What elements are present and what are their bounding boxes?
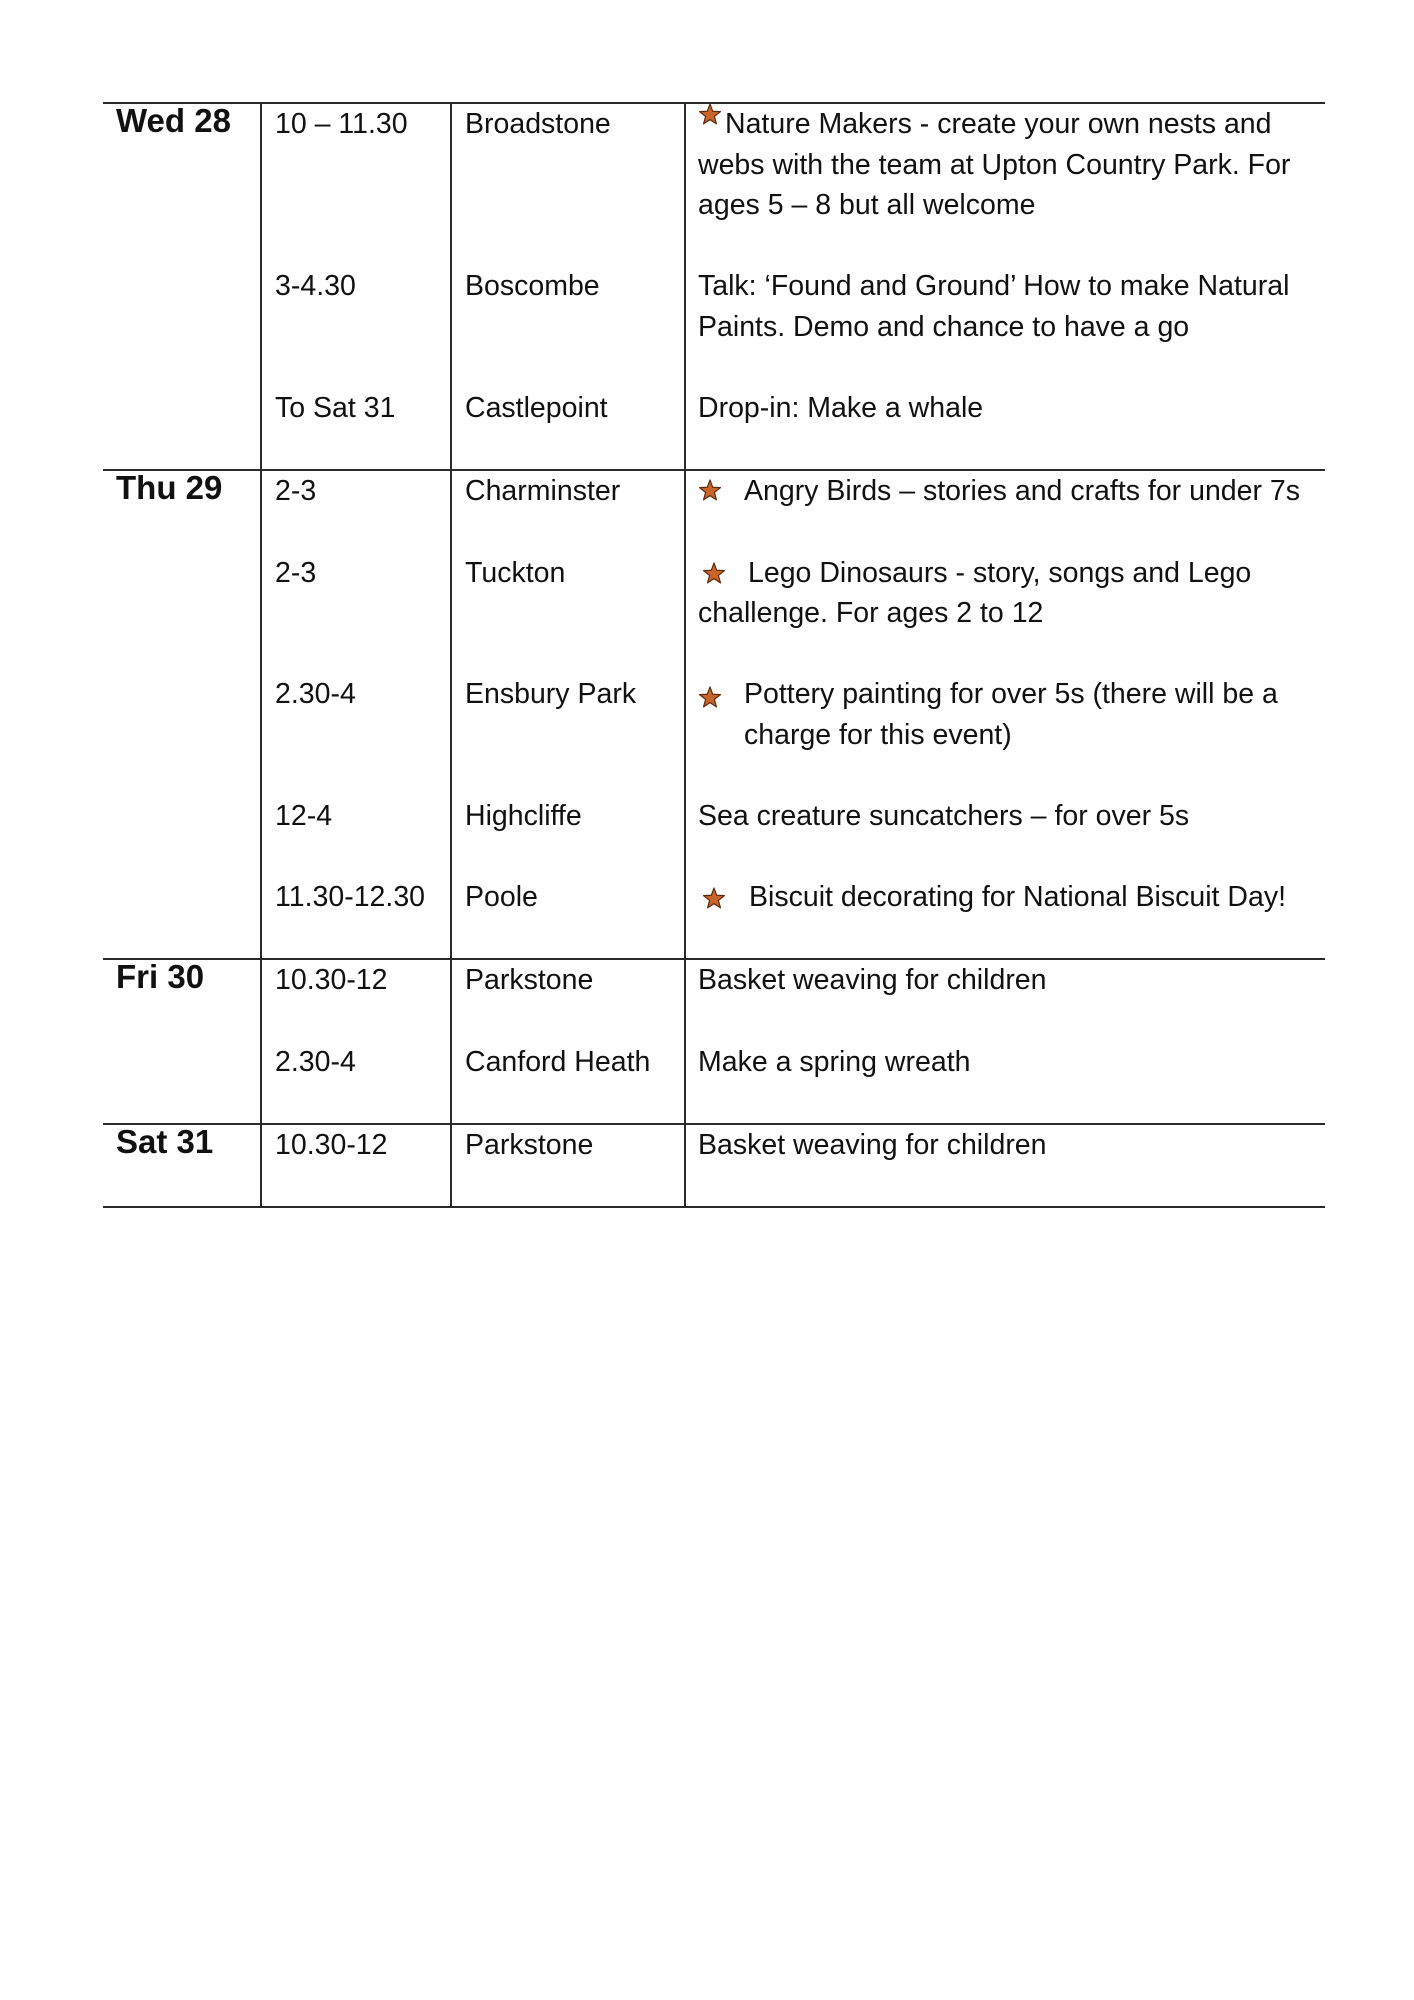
event-description-line: ages 5 – 8 but all welcome [698, 189, 1036, 222]
event-venue: Broadstone [465, 108, 611, 140]
event-time: 2-3 [275, 475, 317, 508]
star-icon [698, 479, 722, 503]
event-time: 2.30-4 [275, 678, 356, 711]
event-time: 2-3 [275, 556, 317, 589]
event-time: 10 – 11.30 [275, 108, 408, 140]
event-row [261, 796, 1325, 877]
event-time: To Sat 31 [275, 392, 396, 425]
day-row [103, 958, 1325, 1122]
event-row [261, 1125, 1325, 1206]
event-venue: Tuckton [465, 556, 566, 589]
star-shape [702, 562, 726, 586]
star-icon [698, 103, 722, 127]
event-description [685, 104, 1325, 226]
event-venue: Parkstone [465, 964, 594, 997]
event-description-text: Angry Birds – stories and crafts for under 7s [744, 475, 1301, 508]
day-label: Sat 31 [116, 1122, 214, 1160]
day-label: Thu 29 [116, 469, 223, 507]
event-description-line: charge for this event) [744, 718, 1012, 751]
event-description [685, 1042, 1325, 1083]
day-row [103, 1123, 1325, 1208]
day-events [261, 960, 1325, 1122]
event-venue: Castlepoint [465, 392, 608, 425]
event-description [685, 1125, 1325, 1166]
event-venue: Boscombe [465, 270, 600, 303]
day-row [103, 102, 1325, 469]
event-row [261, 553, 1325, 675]
event-venue: Poole [465, 881, 538, 914]
event-row [261, 1042, 1325, 1123]
star-icon [702, 887, 726, 911]
event-time: 10.30-12 [275, 1128, 388, 1161]
event-description-line [698, 104, 1325, 145]
event-time: 10.30-12 [275, 964, 388, 997]
event-row [261, 266, 1325, 388]
event-description-text: Nature Makers - create your own nests and [725, 108, 1272, 140]
hanging-indent [698, 674, 1325, 755]
event-venue: Canford Heath [465, 1045, 651, 1078]
event-description [685, 960, 1325, 1001]
day-events [261, 471, 1325, 958]
event-description-line: Basket weaving for children [698, 1128, 1047, 1161]
event-description-line: challenge. For ages 2 to 12 [698, 597, 1044, 630]
event-description-line: Talk: ‘Found and Ground’ How to make Natural [698, 270, 1290, 303]
event-description [685, 266, 1325, 347]
event-description-line [698, 877, 1325, 918]
event-venue: Parkstone [465, 1128, 594, 1161]
star-shape [698, 479, 722, 503]
event-description-line: Paints. Demo and chance to have a go [698, 310, 1190, 343]
event-description-line: webs with the team at Upton Country Park. For [698, 148, 1291, 181]
star-shape [698, 686, 722, 710]
event-venue: Highcliffe [465, 800, 582, 833]
event-description [685, 674, 1325, 755]
event-description [685, 553, 1325, 634]
event-description [685, 796, 1325, 837]
star-icon [702, 562, 726, 586]
day-events [261, 104, 1325, 469]
event-description-line [698, 553, 1325, 594]
event-row [261, 877, 1325, 958]
event-row [261, 960, 1325, 1041]
day-label: Fri 30 [116, 958, 205, 996]
event-description-text: Biscuit decorating for National Biscuit Day! [749, 881, 1286, 914]
event-time: 12-4 [275, 800, 333, 833]
events-table [103, 102, 1325, 1208]
star-shape [702, 887, 726, 911]
event-row [261, 104, 1325, 266]
event-description-text: Lego Dinosaurs - story, songs and Lego [748, 556, 1252, 589]
event-description [685, 471, 1325, 512]
event-description [685, 388, 1325, 429]
event-row [261, 674, 1325, 796]
event-row [261, 388, 1325, 469]
event-time: 11.30-12.30 [275, 881, 426, 914]
event-description [685, 877, 1325, 918]
event-description-line: Drop-in: Make a whale [698, 392, 984, 425]
star-shape [698, 103, 722, 127]
event-time: 2.30-4 [275, 1045, 356, 1078]
event-description-line: Pottery painting for over 5s (there will be a [744, 678, 1278, 711]
event-description-line [698, 471, 1325, 512]
event-description-line: Sea creature suncatchers – for over 5s [698, 800, 1190, 833]
event-venue: Ensbury Park [465, 678, 637, 711]
day-row [103, 469, 1325, 958]
event-description-line: Make a spring wreath [698, 1045, 971, 1078]
day-events [261, 1125, 1325, 1206]
day-label: Wed 28 [116, 102, 231, 139]
event-venue: Charminster [465, 475, 621, 508]
event-time: 3-4.30 [275, 270, 356, 303]
event-description-line: Basket weaving for children [698, 964, 1047, 997]
star-icon [698, 686, 722, 710]
event-row [261, 471, 1325, 552]
